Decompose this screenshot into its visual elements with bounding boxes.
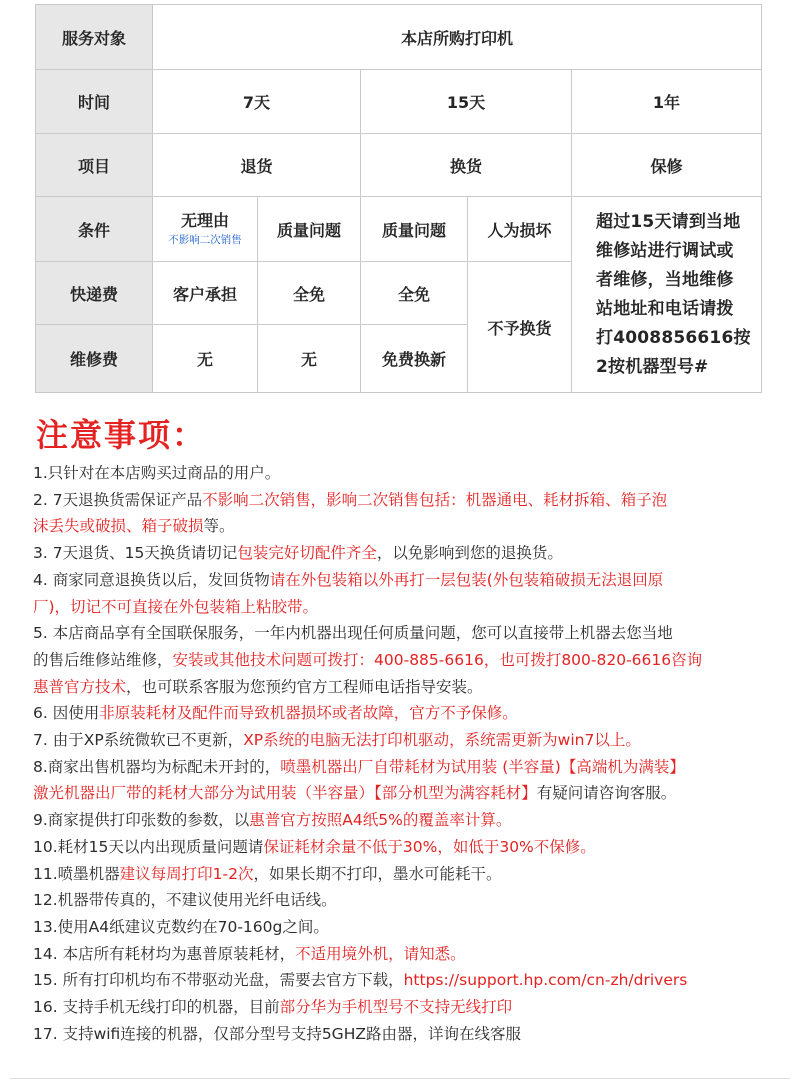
note-highlight: 保证耗材余量不低于30%，如低于30%不保修。: [263, 837, 596, 856]
notes-title: 注意事项：: [36, 416, 207, 454]
note-highlight: 不影响二次销售，影响二次销售包括：机器通电、耗材拆箱、箱子泡: [202, 490, 668, 509]
note-text: 11.喷墨机器: [33, 864, 120, 883]
note-line: [33, 887, 783, 914]
note-line: [33, 487, 783, 514]
service-target-label: 服务对象: [36, 5, 153, 70]
shipping-label: 快递费: [36, 262, 153, 325]
note-line: [33, 780, 783, 807]
note-text: 6. 因使用: [33, 704, 100, 723]
note-text: 2. 7天退换货需保证产品: [33, 490, 203, 509]
note-highlight: https://support.hp.com/cn-zh/drivers: [403, 971, 688, 990]
note-text: 有疑问请咨询客服。: [536, 784, 677, 803]
warranty-line: 站地址和电话请拨: [596, 298, 734, 319]
repair-fee-label: 维修费: [36, 325, 153, 393]
note-highlight: 非原装耗材及配件而导致机器损坏或者故障，官方不予保修。: [99, 704, 518, 723]
condition-quality-exchange: 质量问题: [361, 197, 468, 262]
warranty-line: 2按机器型号#: [596, 356, 709, 377]
note-text: ，如果长期不打印，墨水可能耗干。: [253, 864, 502, 883]
note-text: 15. 所有打印机均布不带驱动光盘，需要去官方下载，: [33, 971, 404, 990]
note-line: [33, 594, 783, 621]
note-highlight: XP系统的电脑无法打印机驱动，系统需更新为win7以上。: [243, 731, 641, 750]
period-warranty: 1年: [572, 70, 762, 134]
note-line: [33, 540, 783, 567]
service-target-value: 本店所购打印机: [153, 5, 762, 70]
notes-list: [33, 460, 783, 1047]
note-highlight: 部分华为手机型号不支持无线打印: [279, 998, 513, 1017]
note-highlight: 沫丢失或破损、箱子破损: [33, 517, 204, 536]
note-text: 12.机器带传真的，不建议使用光纤电话线。: [33, 891, 337, 910]
note-highlight: 厂)，切记不可直接在外包装箱上粘胶带。: [33, 597, 319, 616]
note-highlight: 惠普官方按照A4纸5%的覆盖率计算。: [249, 811, 512, 830]
note-highlight: 建议每周打印1-2次: [119, 864, 254, 883]
condition-no-reason-note: 不影响二次销售: [168, 233, 242, 246]
shipping-no-reason: 客户承担: [153, 262, 258, 325]
note-text: 13.使用A4纸建议克数约在70-160g之间。: [33, 917, 329, 936]
note-text: 的售后维修站维修，: [33, 650, 173, 669]
item-exchange: 换货: [361, 134, 572, 197]
note-highlight: 包装完好切配件齐全: [237, 544, 377, 563]
note-text: 10.耗材15天以内出现质量问题请: [33, 837, 264, 856]
note-text: 4. 商家同意退换货以后，发回货物: [33, 570, 270, 589]
note-line: [33, 647, 783, 674]
note-line: [33, 674, 783, 701]
note-text: ，以免影响到您的退换货。: [376, 544, 563, 563]
shipping-quality-exchange: 全免: [361, 262, 468, 325]
item-label: 项目: [36, 134, 153, 197]
note-text: 1.只针对在本店购买过商品的用户。: [33, 464, 281, 482]
period-exchange: 15天: [361, 70, 572, 134]
condition-human-damage: 人为损坏: [468, 197, 572, 262]
note-line: [33, 727, 783, 754]
warranty-line: 维修站进行调试或: [596, 240, 734, 261]
period-return: 7天: [153, 70, 361, 134]
after-sales-policy-table: [35, 4, 762, 393]
condition-quality-return: 质量问题: [258, 197, 361, 262]
repair-fee-quality-return: 无: [258, 325, 361, 393]
note-highlight: 安装或其他技术问题可拨打：400-885-6616，也可拨打800-820-6616咨询: [172, 650, 703, 669]
note-line: [33, 460, 783, 487]
condition-label: 条件: [36, 197, 153, 262]
repair-fee-no-reason: 无: [153, 325, 258, 393]
item-warranty: 保修: [572, 134, 762, 197]
note-highlight: 请在外包装箱以外再打一层包装(外包装箱破损无法退回原: [269, 570, 664, 589]
note-text: 14. 本店所有耗材均为惠普原装耗材，: [33, 944, 296, 963]
note-line: [33, 941, 783, 968]
warranty-instructions: [572, 197, 762, 393]
note-line: [33, 807, 783, 834]
time-label: 时间: [36, 70, 153, 134]
note-line: [33, 861, 783, 888]
note-text: 5. 本店商品享有全国联保服务，一年内机器出现任何质量问题，您可以直接带上机器去您当地: [33, 624, 673, 643]
note-text: 16. 支持手机无线打印的机器，目前: [33, 998, 280, 1017]
note-highlight: 惠普官方技术: [33, 677, 127, 696]
note-text: ，也可联系客服为您预约官方工程师电话指导安装。: [126, 677, 483, 696]
note-text: 3. 7天退货、15天换货请切记: [33, 544, 238, 563]
note-text: 9.商家提供打印张数的参数，以: [33, 811, 250, 830]
note-line: [33, 914, 783, 941]
note-highlight: 喷墨机器出厂自带耗材为试用装 (半容量)【高端机为满装】: [280, 757, 685, 776]
note-line: [33, 967, 783, 994]
note-line: [33, 700, 783, 727]
condition-no-reason-text: 无理由: [180, 211, 229, 231]
note-line: [33, 994, 783, 1021]
condition-no-reason: [153, 197, 258, 262]
bottom-divider: [10, 1078, 790, 1079]
note-text: 7. 由于XP系统微软已不更新，: [33, 731, 244, 750]
note-line: [33, 567, 783, 594]
note-line: [33, 1021, 783, 1048]
note-line: [33, 754, 783, 781]
warranty-line: 超过15天请到当地: [596, 211, 741, 232]
note-highlight: 激光机器出厂带的耗材大部分为试用装（半容量）【部分机型为满容耗材】: [33, 784, 537, 803]
warranty-line: 者维修，当地维修: [596, 269, 734, 290]
no-exchange: 不予换货: [468, 262, 572, 393]
note-line: [33, 513, 783, 540]
note-highlight: 不适用境外机，请知悉。: [295, 944, 466, 963]
warranty-line: 打4008856616按: [596, 327, 751, 348]
shipping-quality-return: 全免: [258, 262, 361, 325]
note-text: 17. 支持wifi连接的机器，仅部分型号支持5GHZ路由器，详询在线客服: [33, 1024, 521, 1043]
note-text: 8.商家出售机器均为标配未开封的，: [33, 757, 281, 776]
note-line: [33, 834, 783, 861]
note-line: [33, 620, 783, 647]
note-text: 等。: [203, 517, 235, 536]
item-return: 退货: [153, 134, 361, 197]
repair-fee-quality-exchange: 免费换新: [361, 325, 468, 393]
